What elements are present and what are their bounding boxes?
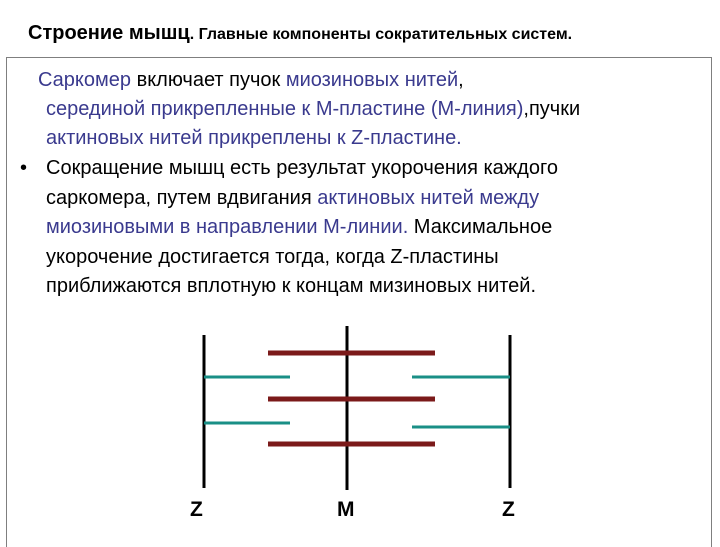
p2-line5: приближаются вплотную к концам мизиновых нитей. <box>46 275 537 297</box>
p2-line4: укорочение достигается тогда, когда Z-пластины <box>46 246 499 268</box>
p1-text: включает пучок <box>131 69 286 91</box>
label-m: M <box>337 498 355 521</box>
title-subtitle: . Главные компоненты сократительных систем. <box>189 26 573 43</box>
p2-max: Максимальное <box>408 216 553 238</box>
p1-sarcomere: Саркомер <box>38 69 132 91</box>
p2-line1: Сокращение мышц есть результат укорочения каждого <box>46 157 558 179</box>
bullet-mark: • <box>20 157 28 179</box>
p1-bundles: ,пучки <box>523 98 581 120</box>
p2-text: саркомера, путем вдвигания <box>46 187 318 209</box>
p1-actin: актиновых нитей прикреплены к Z-пластине. <box>46 127 462 149</box>
p1-myosin: миозиновых нитей <box>285 69 459 91</box>
label-z-left: Z <box>190 498 203 521</box>
p2-actin: актиновых нитей между <box>317 187 540 209</box>
p1-m-plate: серединой прикрепленные к М-пластине (М-линия) <box>46 98 524 120</box>
p2-myosin-direction: миозиновыми в направлении М-линии. <box>46 216 409 238</box>
title-main: Строение мышц <box>28 22 190 44</box>
label-z-right: Z <box>502 498 515 521</box>
p1-comma: , <box>458 69 464 91</box>
